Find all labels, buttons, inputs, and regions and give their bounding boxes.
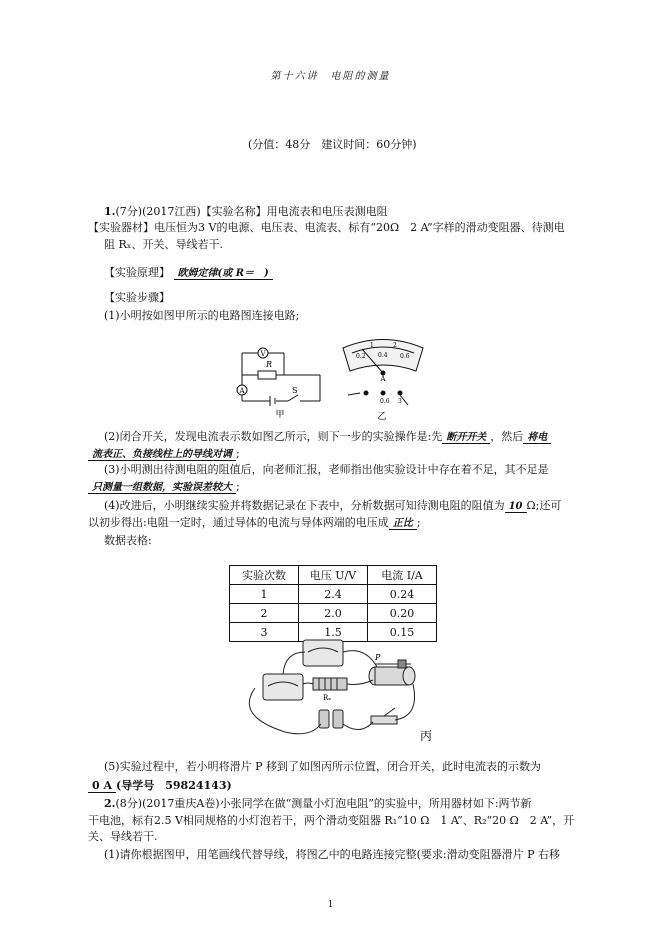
switch-label: S [292, 386, 298, 395]
page-number: 1 [327, 900, 334, 910]
physical-circuit-bing [235, 636, 435, 746]
q1-intro [104, 205, 388, 219]
q1-step3-line2 [88, 480, 240, 495]
table-cell: 2 [230, 604, 299, 623]
q1-step1: (1)小明按如图甲所示的电路图连接电路; [104, 309, 300, 322]
table-header-cell: 电压 U/V [299, 566, 368, 585]
step3-end: ; [236, 480, 240, 493]
table-header-cell: 电流 I/A [368, 566, 437, 585]
ammeter-symbol-label: A [239, 387, 245, 395]
table-cell: 1.5 [299, 623, 368, 642]
table-row [230, 604, 437, 623]
table-cell: 0.15 [368, 623, 437, 642]
step5-answer-value: 0 [92, 779, 100, 792]
q1-principle [104, 266, 273, 281]
step4-end: Ω;还可 [526, 499, 562, 512]
step4-answer-1: 10 [505, 501, 527, 513]
scale-label-0-4: 0.4 [378, 352, 388, 359]
circuit-diagram-jia [232, 333, 332, 418]
q1-step5-line1: (5)实验过程中，若小明将滑片 P 移到了如图丙所示位置，闭合开关，此时电流表的示数为 [104, 760, 541, 773]
scale-label-0-2: 0.2 [356, 353, 366, 360]
resistor-label: R [266, 360, 273, 369]
q2-line4: (1)请你根据图甲，用笔画线代替导线，将图乙中的电路连接完整(要求:滑动变阻器滑片 P 右移 [104, 848, 560, 861]
scale-label-0-6: 0.6 [400, 353, 410, 360]
q1-intro-text: (7分)(2017江西)【实验名称】用电流表和电压表测电阻 [115, 205, 388, 218]
scale-label-1: 1 [370, 342, 374, 349]
table-header-row [230, 566, 437, 585]
q1-steps-label: 【实验步骤】 [104, 291, 170, 304]
q1-equipment-2: 阻 Rₓ、开关、导线若干. [104, 238, 223, 251]
rx-label: Rₓ [323, 694, 332, 702]
ammeter-unit: A [380, 375, 386, 383]
q2-line3: 关、导线若干. [88, 830, 158, 843]
table-cell: 0.24 [368, 585, 437, 604]
q1-equipment-1: 【实验器材】电压恒为3 V的电源、电压表、电流表、标有“20Ω 2 A”字样的滑动变阻器、待测电 [88, 221, 565, 234]
step5-answer-unit: A [103, 779, 113, 792]
q1-number: 1. [104, 205, 116, 218]
terminal-label-3: 3 [398, 398, 402, 405]
step4-text: (4)改进后，小明继续实验并将数据记录在下表中，分析数据可知待测电阻的阻值为 [104, 499, 505, 512]
table-header-cell: 实验次数 [230, 566, 299, 585]
q2-line1-text: (8分)(2017重庆A卷)小张同学在做“测量小灯泡电阻”的实验中，所用器材如下:两节新 [115, 797, 532, 810]
step4b-text: 以初步得出:电阻一定时，通过导体的电流与导体两端的电压成 [88, 516, 389, 529]
scale-label-2: 2 [393, 342, 397, 349]
step3-answer: 只测量一组数据，实验误差较大 [88, 482, 236, 494]
step2-answer-2a: 将电 [523, 432, 551, 444]
page-title: 第十六讲 电阻的测量 [270, 71, 391, 82]
table-cell: 2.0 [299, 604, 368, 623]
step5-reference: (导学号 59824143) [116, 779, 232, 792]
figure-yi-caption: 乙 [377, 412, 387, 421]
step2-answer-2b: 流表正、负接线柱上的导线对调 [88, 449, 236, 461]
step2-end: ; [236, 447, 240, 460]
q1-step4-line1 [104, 499, 561, 514]
step2-mid: ，然后 [490, 430, 524, 443]
terminal-label-0-6: 0.6 [380, 398, 390, 405]
principle-label: 【实验原理】 [104, 266, 170, 279]
step2-answer-1: 断开开关 [442, 432, 490, 444]
q1-step2-line1 [104, 430, 551, 445]
table-cell: 0.20 [368, 604, 437, 623]
table-cell: 3 [230, 623, 299, 642]
meta-info: (分值：48分 建议时间：60分钟) [248, 138, 417, 151]
voltmeter-symbol-label: V [260, 350, 266, 358]
table-cell: 1 [230, 585, 299, 604]
data-table-label: 数据表格: [104, 534, 152, 547]
q1-step2-line2 [88, 447, 240, 462]
figure-jia-caption: 甲 [275, 410, 285, 418]
slider-label: P [375, 653, 381, 662]
q2-number: 2. [104, 797, 116, 810]
step4-answer-2: 正比 [389, 518, 417, 530]
step2-text: (2)闭合开关，发现电流表示数如图乙所示，则下一步的实验操作是:先 [104, 430, 443, 443]
q1-step3-line1: (3)小明测出待测电阻的阻值后，向老师汇报，老师指出他实验设计中存在着不足，其不足是 [104, 463, 549, 476]
q2-line2: 干电池，标有2.5 V相同规格的小灯泡若干，两个滑动变阻器 R₁“10 Ω 1 A”、R₂“20 Ω 2 A”，开 [88, 814, 575, 827]
table-row [230, 585, 437, 604]
table-cell: 2.4 [299, 585, 368, 604]
figure-bing-caption: 丙 [420, 729, 433, 743]
q1-step4-line2 [88, 516, 420, 531]
q2-line1 [104, 797, 532, 811]
step4b-end: ; [416, 516, 421, 529]
ammeter-figure-yi [338, 333, 428, 421]
data-table [229, 565, 437, 642]
q1-step5-line2 [88, 779, 232, 793]
principle-answer: 欧姆定律(或 R＝ ) [174, 268, 273, 280]
step5-answer [88, 779, 116, 793]
